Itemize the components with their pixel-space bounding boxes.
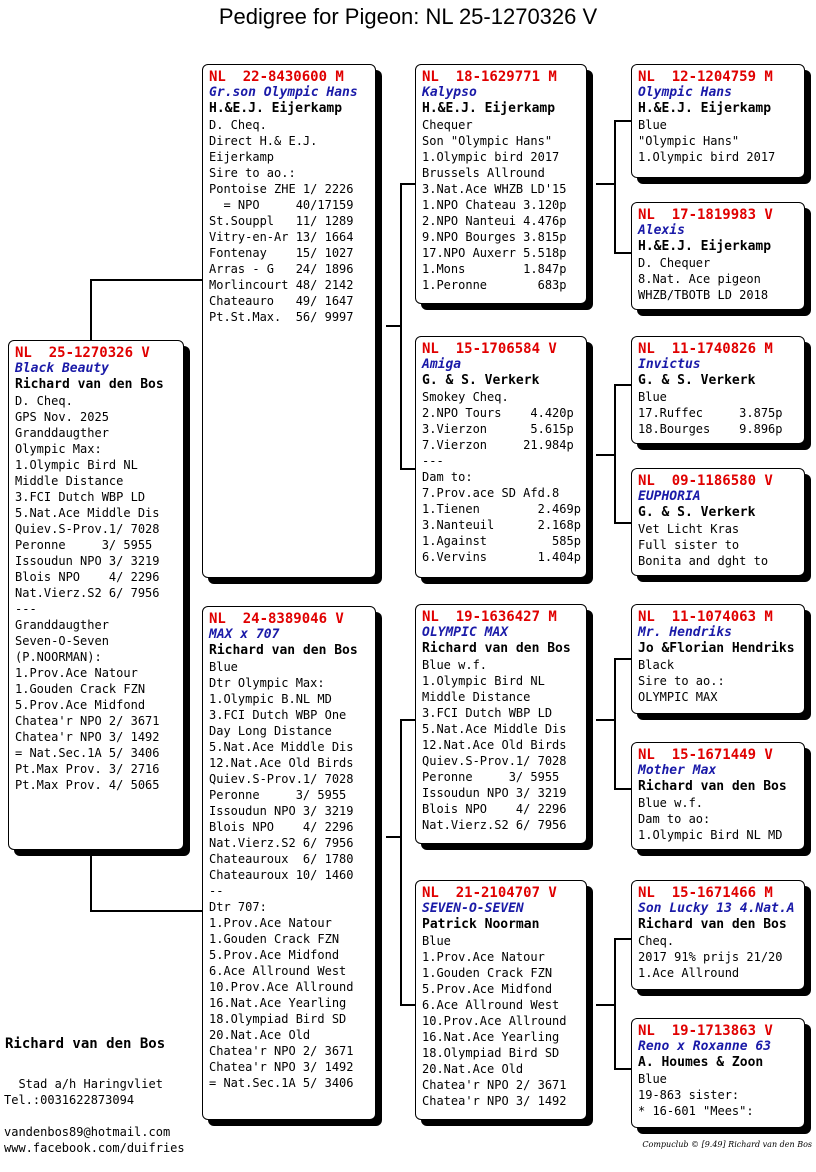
note-line: 1.NPO Chateau 3.120p <box>422 198 567 212</box>
note-line: Peronne 3/ 5955 <box>15 538 153 552</box>
connector-line <box>614 1068 632 1070</box>
note-line: 1.Gouden Crack FZN <box>422 966 553 980</box>
connector-line <box>90 279 92 341</box>
note-line: 2.NPO Tours 4.420p <box>422 406 574 420</box>
performance-notes <box>209 117 369 325</box>
sire-sire-sire-card[interactable] <box>631 64 805 178</box>
note-line: 1.Prov.Ace Natour <box>209 916 332 930</box>
sire-sire-dam-card[interactable] <box>631 202 805 310</box>
note-line: Pt.Max Prov. 3/ 2716 <box>15 762 160 776</box>
note-line: 18.Olympiad Bird SD <box>209 1012 347 1026</box>
ring-number: NL 09-1186580 V <box>638 473 773 489</box>
note-line: Chatea'r NPO 3/ 1492 <box>15 730 160 744</box>
owner-name: G. & S. Verkerk <box>422 373 540 388</box>
performance-notes <box>638 657 798 705</box>
note-line: Dam to: <box>422 470 473 484</box>
note-line: 2017 91% prijs 21/20 <box>638 950 783 964</box>
pigeon-name: Alexis <box>638 223 685 238</box>
note-line: Middle Distance <box>422 690 531 704</box>
note-line: 16.Nat.Ace Yearling <box>209 996 347 1010</box>
note-line: Dtr Olympic Max: <box>209 676 325 690</box>
performance-notes <box>638 795 798 843</box>
breeder-name: Richard van den Bos <box>5 1036 166 1052</box>
note-line: Direct H.& E.J. <box>209 134 318 148</box>
note-line: Chatea'r NPO 2/ 3671 <box>15 714 160 728</box>
pigeon-name: SEVEN-O-SEVEN <box>422 901 524 916</box>
connector-line <box>614 252 632 254</box>
connector-line <box>400 183 402 470</box>
owner-name: Jo &Florian Hendriks <box>638 641 795 656</box>
note-line: Sire to ao.: <box>638 674 725 688</box>
note-line: Blue <box>638 118 667 132</box>
owner-name: H.&E.J. Eijerkamp <box>209 101 343 116</box>
note-line: * 16-601 "Mees": <box>638 1104 754 1118</box>
note-line: "Olympic Hans" <box>638 134 740 148</box>
note-line: 12.Nat.Ace Old Birds <box>209 756 354 770</box>
performance-notes <box>15 393 177 793</box>
subject-pigeon-card[interactable] <box>8 340 184 850</box>
note-line: Blue <box>422 934 451 948</box>
owner-name: Richard van den Bos <box>15 377 164 392</box>
breeder-online <box>4 1124 185 1156</box>
performance-notes <box>422 389 580 565</box>
note-line: 1.Peronne 683p <box>422 278 567 292</box>
connector-line <box>90 279 204 281</box>
connector-line <box>400 468 416 470</box>
note-line: Peronne 3/ 5955 <box>422 770 560 784</box>
pigeon-name: Olympic Hans <box>638 85 732 100</box>
owner-name: Richard van den Bos <box>422 641 571 656</box>
note-line: 5.Nat.Ace Middle Dis <box>422 722 567 736</box>
owner-name: G. & S. Verkerk <box>638 505 756 520</box>
pigeon-name: Son Lucky 13 4.Nat.A <box>638 901 795 916</box>
note-line: Brussels Allround <box>422 166 545 180</box>
dam-dam-sire-card[interactable] <box>631 880 805 990</box>
pigeon-name: EUPHORIA <box>638 489 701 504</box>
note-line: Peronne 3/ 5955 <box>209 788 347 802</box>
note-line: D. Cheq. <box>15 394 73 408</box>
note-line: Seven-O-Seven <box>15 634 109 648</box>
note-line: OLYMPIC MAX <box>638 690 718 704</box>
breeder-email[interactable]: vandenbos89@hotmail.com <box>4 1125 171 1139</box>
ring-number: NL 15-1706584 V <box>422 341 557 357</box>
note-line: Quiev.S-Prov.1/ 7028 <box>209 772 354 786</box>
note-line: 9.NPO Bourges 3.815p <box>422 230 567 244</box>
owner-name: Richard van den Bos <box>638 779 787 794</box>
performance-notes <box>422 933 580 1109</box>
note-line: Granddaugther <box>15 426 109 440</box>
ring-number: NL 19-1636427 M <box>422 609 557 625</box>
note-line: 17.NPO Auxerr 5.518p <box>422 246 567 260</box>
note-line: 5.Prov.Ace Midfond <box>422 982 553 996</box>
dam-sire-dam-card[interactable] <box>631 742 805 850</box>
owner-name: Patrick Noorman <box>422 917 540 932</box>
note-line: 16.Nat.Ace Yearling <box>422 1030 560 1044</box>
note-line: Vet Licht Kras <box>638 522 740 536</box>
performance-notes <box>638 1071 798 1119</box>
ring-number: NL 18-1629771 M <box>422 69 557 85</box>
note-line: Chequer <box>422 118 473 132</box>
note-line: Granddaugther <box>15 618 109 632</box>
owner-name: H.&E.J. Eijerkamp <box>638 101 772 116</box>
performance-notes <box>638 389 798 437</box>
note-line: 1.Olympic bird 2017 <box>422 150 560 164</box>
note-line: Pt.Max Prov. 4/ 5065 <box>15 778 160 792</box>
note-line: 1.Prov.Ace Natour <box>15 666 138 680</box>
performance-notes <box>638 117 798 165</box>
note-line: Blois NPO 4/ 2296 <box>422 802 567 816</box>
note-line: 5.Nat.Ace Middle Dis <box>15 506 160 520</box>
software-credit: Compuclub © [9.49] Richard van den Bos <box>642 1140 812 1149</box>
connector-line <box>90 910 204 912</box>
note-line: Dam to ao: <box>638 812 711 826</box>
note-line: Cheq. <box>638 934 675 948</box>
note-line: 1.Prov.Ace Natour <box>422 950 545 964</box>
owner-name: H.&E.J. Eijerkamp <box>638 239 772 254</box>
pigeon-name: Black Beauty <box>15 361 109 376</box>
note-line: 3.Nat.Ace WHZB LD'15 <box>422 182 567 196</box>
note-line: = Nat.Sec.1A 5/ 3406 <box>15 746 160 760</box>
note-line: Blois NPO 4/ 2296 <box>15 570 160 584</box>
note-line: Quiev.S-Prov.1/ 7028 <box>15 522 160 536</box>
note-line: St.Souppl 11/ 1289 <box>209 214 354 228</box>
note-line: Nat.Vierz.S2 6/ 7956 <box>209 836 354 850</box>
note-line: 1.Gouden Crack FZN <box>15 682 146 696</box>
note-line: 1.Mons 1.847p <box>422 262 567 276</box>
note-line: Issoudun NPO 3/ 3219 <box>209 804 354 818</box>
owner-name: G. & S. Verkerk <box>638 373 756 388</box>
note-line: Middle Distance <box>15 474 124 488</box>
note-line: Bonita and dght to <box>638 554 769 568</box>
note-line: Fontenay 15/ 1027 <box>209 246 354 260</box>
breeder-address: Stad a/h Haringvliet <box>4 1077 163 1091</box>
performance-notes <box>422 117 580 293</box>
note-line: 8.Nat. Ace pigeon <box>638 272 761 286</box>
note-line: 6.Ace Allround West <box>209 964 347 978</box>
note-line: 3.Nanteuil 2.168p <box>422 518 581 532</box>
note-line: WHZB/TBOTB LD 2018 <box>638 288 769 302</box>
ring-number: NL 21-2104707 V <box>422 885 557 901</box>
connector-line <box>400 1004 416 1006</box>
note-line: Son "Olympic Hans" <box>422 134 553 148</box>
note-line: 1.Against 585p <box>422 534 581 548</box>
note-line: 7.Prov.ace SD Afd.8 <box>422 486 560 500</box>
performance-notes <box>638 933 798 981</box>
note-line: Blue <box>638 1072 667 1086</box>
pigeon-name: Amiga <box>422 357 462 372</box>
note-line: 3.FCI Dutch WBP One <box>209 708 347 722</box>
note-line: Arras - G 24/ 1896 <box>209 262 354 276</box>
performance-notes <box>209 659 369 1091</box>
note-line: Blue w.f. <box>638 796 704 810</box>
note-line: Blois NPO 4/ 2296 <box>209 820 354 834</box>
note-line: 5.Prov.Ace Midfond <box>15 698 146 712</box>
note-line: Chatea'r NPO 2/ 3671 <box>422 1078 567 1092</box>
ring-number: NL 15-1671466 M <box>638 885 773 901</box>
note-line: Chateauroux 6/ 1780 <box>209 852 354 866</box>
note-line: 1.Tienen 2.469p <box>422 502 581 516</box>
ring-number: NL 12-1204759 M <box>638 69 773 85</box>
note-line: Blue <box>209 660 238 674</box>
pigeon-name: Mr. Hendriks <box>638 625 732 640</box>
connector-line <box>614 120 616 254</box>
performance-notes <box>638 255 798 303</box>
connector-line <box>400 719 402 1006</box>
note-line: Full sister to <box>638 538 740 552</box>
note-line: Morlincourt 48/ 2142 <box>209 278 354 292</box>
pigeon-name: Reno x Roxanne 63 <box>638 1039 772 1054</box>
connector-line <box>400 719 416 721</box>
connector-line <box>614 938 616 1070</box>
connector-line <box>614 658 616 790</box>
performance-notes <box>422 657 580 833</box>
page-title: Pedigree for Pigeon: NL 25-1270326 V <box>218 4 598 29</box>
ring-number: NL 17-1819983 V <box>638 207 773 223</box>
note-line: 20.Nat.Ace Old <box>209 1028 311 1042</box>
ring-number: NL 19-1713863 V <box>638 1023 773 1039</box>
note-line: 6.Vervins 1.404p <box>422 550 581 564</box>
sire-dam-dam-card[interactable] <box>631 468 805 576</box>
note-line: GPS Nov. 2025 <box>15 410 109 424</box>
note-line: Eijerkamp <box>209 150 275 164</box>
note-line: 1.Ace Allround <box>638 966 740 980</box>
note-line: Issoudun NPO 3/ 3219 <box>15 554 160 568</box>
connector-line <box>614 658 632 660</box>
note-line: -- <box>209 884 224 898</box>
note-line: Vitry-en-Ar 13/ 1664 <box>209 230 354 244</box>
pigeon-name: Kalypso <box>422 85 477 100</box>
note-line: 5.Prov.Ace Midfond <box>209 948 340 962</box>
note-line: --- <box>15 602 37 616</box>
note-line: Sire to ao.: <box>209 166 296 180</box>
owner-name: H.&E.J. Eijerkamp <box>422 101 556 116</box>
breeder-contact <box>4 1076 163 1108</box>
ring-number: NL 15-1671449 V <box>638 747 773 763</box>
breeder-phone: Tel.:0031622873094 <box>4 1093 135 1107</box>
note-line: Blue w.f. <box>422 658 488 672</box>
connector-line <box>614 120 632 122</box>
note-line: 2.NPO Nanteui 4.476p <box>422 214 567 228</box>
connector-line <box>614 788 632 790</box>
connector-line <box>614 384 632 386</box>
ring-number: NL 22-8430600 M <box>209 69 344 85</box>
note-line: 10.Prov.Ace Allround <box>422 1014 567 1028</box>
note-line: Chatea'r NPO 3/ 1492 <box>422 1094 567 1108</box>
note-line: 1.Olympic Bird NL <box>15 458 138 472</box>
breeder-website-link[interactable]: www.facebook.com/duifries <box>4 1141 185 1155</box>
note-line: Pontoise ZHE 1/ 2226 <box>209 182 354 196</box>
note-line: 17.Ruffec 3.875p <box>638 406 783 420</box>
connector-line <box>90 854 92 912</box>
note-line: 10.Prov.Ace Allround <box>209 980 354 994</box>
ring-number: NL 11-1740826 M <box>638 341 773 357</box>
note-line: Chateauroux 10/ 1460 <box>209 868 354 882</box>
pigeon-name: Invictus <box>638 357 701 372</box>
ring-number: NL 24-8389046 V <box>209 611 344 627</box>
note-line: 1.Olympic B.NL MD <box>209 692 332 706</box>
performance-notes <box>638 521 798 569</box>
note-line: 18.Bourges 9.896p <box>638 422 783 436</box>
note-line: Pt.St.Max. 56/ 9997 <box>209 310 354 324</box>
note-line: Olympic Max: <box>15 442 102 456</box>
ring-number: NL 25-1270326 V <box>15 345 150 361</box>
note-line: Chatea'r NPO 3/ 1492 <box>209 1060 354 1074</box>
note-line: 3.FCI Dutch WBP LD <box>422 706 553 720</box>
connector-line <box>596 719 616 721</box>
note-line: Black <box>638 658 675 672</box>
note-line: 7.Vierzon 21.984p <box>422 438 574 452</box>
dam-dam-dam-card[interactable] <box>631 1018 805 1128</box>
pigeon-name: OLYMPIC MAX <box>422 625 509 640</box>
note-line: 5.Nat.Ace Middle Dis <box>209 740 354 754</box>
note-line: D. Cheq. <box>209 118 267 132</box>
note-line: Chatea'r NPO 2/ 3671 <box>209 1044 354 1058</box>
note-line: Issoudun NPO 3/ 3219 <box>422 786 567 800</box>
owner-name: A. Houmes & Zoon <box>638 1055 764 1070</box>
dam-sire-sire-card[interactable] <box>631 604 805 714</box>
note-line: 1.Olympic Bird NL MD <box>638 828 783 842</box>
note-line: Nat.Vierz.S2 6/ 7956 <box>422 818 567 832</box>
connector-line <box>614 522 632 524</box>
sire-sire-card[interactable] <box>415 64 587 304</box>
note-line: 3.Vierzon 5.615p <box>422 422 574 436</box>
note-line: 1.Olympic bird 2017 <box>638 150 776 164</box>
note-line: 19-863 sister: <box>638 1088 740 1102</box>
note-line: 6.Ace Allround West <box>422 998 560 1012</box>
owner-name: Richard van den Bos <box>638 917 787 932</box>
note-line: Blue <box>638 390 667 404</box>
note-line: 1.Olympic Bird NL <box>422 674 545 688</box>
note-line: 18.Olympiad Bird SD <box>422 1046 560 1060</box>
sire-card[interactable] <box>202 64 376 578</box>
note-line: Nat.Vierz.S2 6/ 7956 <box>15 586 160 600</box>
note-line: Dtr 707: <box>209 900 267 914</box>
dam-dam-card[interactable] <box>415 880 587 1120</box>
connector-line <box>596 183 616 185</box>
note-line: Chateauro 49/ 1647 <box>209 294 354 308</box>
note-line: 12.Nat.Ace Old Birds <box>422 738 567 752</box>
ring-number: NL 11-1074063 M <box>638 609 773 625</box>
connector-line <box>596 1004 616 1006</box>
note-line: D. Chequer <box>638 256 711 270</box>
note-line: Smokey Cheq. <box>422 390 509 404</box>
note-line: 20.Nat.Ace Old <box>422 1062 524 1076</box>
connector-line <box>614 938 632 940</box>
dam-card[interactable] <box>202 606 376 1120</box>
pigeon-name: Mother Max <box>638 763 717 778</box>
connector-line <box>614 384 616 524</box>
dam-sire-card[interactable] <box>415 604 587 844</box>
pigeon-name: MAX x 707 <box>209 627 280 642</box>
note-line: = NPO 40/17159 <box>209 198 354 212</box>
note-line: (P.NOORMAN): <box>15 650 102 664</box>
pigeon-name: Gr.son Olympic Hans <box>209 85 358 100</box>
sire-dam-sire-card[interactable] <box>631 336 805 444</box>
note-line: 3.FCI Dutch WBP LD <box>15 490 146 504</box>
connector-line <box>596 454 616 456</box>
note-line: Day Long Distance <box>209 724 332 738</box>
owner-name: Richard van den Bos <box>209 643 358 658</box>
note-line: --- <box>422 454 444 468</box>
note-line: = Nat.Sec.1A 5/ 3406 <box>209 1076 354 1090</box>
note-line: 1.Gouden Crack FZN <box>209 932 340 946</box>
note-line: Quiev.S-Prov.1/ 7028 <box>422 754 567 768</box>
connector-line <box>400 183 416 185</box>
sire-dam-card[interactable] <box>415 336 587 578</box>
